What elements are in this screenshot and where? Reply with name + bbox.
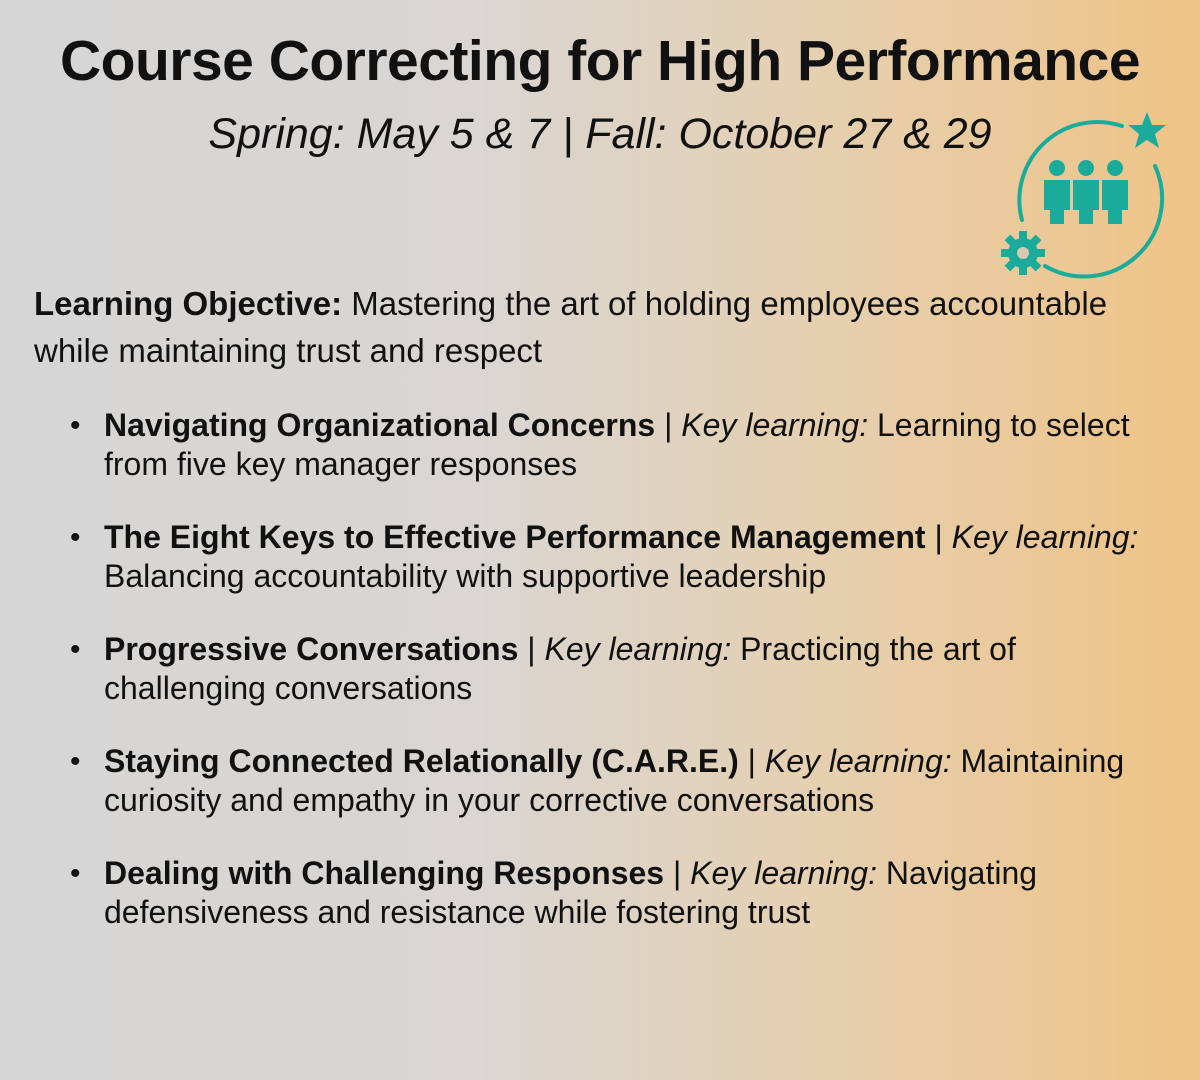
key-learning-label: Key learning: <box>764 743 952 779</box>
bullet-icon: • <box>70 857 81 890</box>
bullet-icon: • <box>70 745 81 778</box>
key-learning-text: Navigating defensiveness and resistance while fostering trust <box>104 855 1038 930</box>
key-learning-text: Maintaining curiosity and empathy in your corrective conversations <box>104 743 1125 818</box>
star-icon <box>1128 112 1166 148</box>
team-cycle-icon <box>995 108 1175 283</box>
topic-title: Navigating Organizational Concerns <box>104 407 656 443</box>
bullet-icon: • <box>70 409 81 442</box>
separator: | <box>664 407 673 443</box>
separator: | <box>672 855 682 891</box>
list-item <box>70 854 1180 932</box>
separator: | <box>527 631 536 667</box>
page-title: Course Correcting for High Performance <box>59 29 1141 93</box>
key-learning-text: Practicing the art of challenging conversations <box>104 631 1016 706</box>
key-learning-label: Key learning: <box>951 519 1139 555</box>
people-icon <box>1044 160 1128 224</box>
separator: | <box>747 743 756 779</box>
topic-title: Progressive Conversations <box>104 631 519 667</box>
objective-label: Learning Objective: <box>34 285 343 322</box>
key-learning-text: Learning to select from five key manager responses <box>104 407 1130 482</box>
list-item <box>70 742 1180 820</box>
key-learning-label: Key learning: <box>690 855 877 891</box>
gear-icon <box>1001 231 1045 275</box>
list-item <box>70 518 1180 596</box>
bullet-icon: • <box>70 633 81 666</box>
list-item <box>70 406 1180 484</box>
bullet-icon: • <box>70 521 81 554</box>
course-dates: Spring: May 5 & 7 | Fall: October 27 & 29 <box>208 110 992 158</box>
separator: | <box>934 519 943 555</box>
topic-title: Staying Connected Relationally (C.A.R.E.) <box>104 743 739 779</box>
learning-objective <box>34 280 1174 374</box>
list-item <box>70 630 1180 708</box>
topic-title: Dealing with Challenging Responses <box>104 855 665 891</box>
objective-text: Mastering the art of holding employees accountable while maintaining trust and respect <box>34 285 1108 369</box>
key-learning-label: Key learning: <box>681 407 869 443</box>
key-learning-label: Key learning: <box>544 631 732 667</box>
key-learning-text: Balancing accountability with supportive leadership <box>104 558 827 594</box>
topic-title: The Eight Keys to Effective Performance Management <box>104 519 926 555</box>
topic-list <box>70 406 1180 966</box>
